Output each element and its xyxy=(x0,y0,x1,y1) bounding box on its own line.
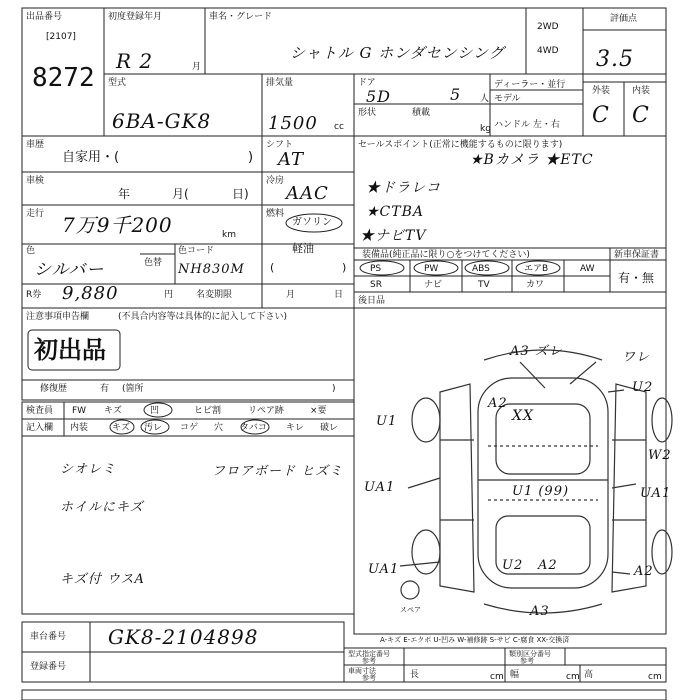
length-char: 長 xyxy=(410,670,420,680)
length-box-label: 車両寸法 xyxy=(348,667,376,675)
map-mark-2: ワレ xyxy=(622,350,651,365)
category-ref: 参考 xyxy=(520,657,534,665)
doors-label: ドア xyxy=(358,78,376,88)
insp-hole: 穴 xyxy=(214,423,224,433)
doors-value: 5D xyxy=(366,87,392,106)
usage-close: ) xyxy=(248,150,254,165)
selling-point-4: ★ナビTV xyxy=(360,228,427,244)
inspection-year: 年 xyxy=(118,187,131,201)
fuel-paren-close: ) xyxy=(342,261,347,274)
name-change-month: 月 xyxy=(286,290,296,300)
color-code-value: NH830M xyxy=(178,262,245,277)
map-mark-13: A2 xyxy=(538,558,558,573)
insp-fw: FW xyxy=(72,406,87,416)
warranty-value: 有・無 xyxy=(618,271,655,285)
mileage-unit: km xyxy=(222,230,236,240)
drive-4wd: 4WD xyxy=(537,46,559,56)
equip-sr: SR xyxy=(370,280,382,290)
displacement-label: 排気量 xyxy=(266,78,294,88)
fuel-gasoline: ガソリン xyxy=(292,217,332,228)
equipment-label: 装備品(純正品に限り○をつけてください) xyxy=(362,250,530,260)
repaint-label: 色替 xyxy=(144,258,163,268)
remark-4: キズ付 ウスA xyxy=(60,572,145,587)
mileage-label: 走行 xyxy=(26,209,45,219)
name-change-label: 名変期限 xyxy=(196,290,233,300)
interior-label: 内装 xyxy=(632,86,651,96)
later-equipment-label: 後日品 xyxy=(358,296,386,306)
drive-2wd: 2WD xyxy=(537,22,559,32)
type-label: 型式 xyxy=(108,78,127,88)
insp-stain: 汚レ xyxy=(144,423,163,433)
category-label: 類別区分番号 xyxy=(509,650,551,658)
color-value: シルバー xyxy=(34,260,105,280)
map-mark-3: U2 xyxy=(632,380,654,395)
length-box-ref: 参考 xyxy=(362,674,376,682)
remark-2: ホイルにキズ xyxy=(60,500,144,515)
interior-grade: C xyxy=(632,103,650,128)
map-mark-1: A3 ズレ xyxy=(510,344,563,359)
insp-scratch: キズ xyxy=(104,406,122,416)
map-mark-12: U2 xyxy=(502,558,524,573)
shape-label: 形状 xyxy=(358,108,377,118)
map-mark-9: U1 (99) xyxy=(512,484,570,499)
lot-no-label: 出品番号 xyxy=(26,12,63,22)
damage-legend: A-キズ E-エクボ U-凹み W-補修跡 S-サビ C-腐食 XX-交換済 xyxy=(380,636,570,644)
insp-repair: リペア跡 xyxy=(248,406,284,416)
equip-abs: ABS xyxy=(472,264,490,274)
equip-aw: AW xyxy=(580,264,595,274)
chassis-value: GK8-2104898 xyxy=(108,625,259,649)
dealer-label: ディーラー・並行 xyxy=(494,80,566,90)
first-reg-value: R 2 xyxy=(116,49,154,73)
repair-place: (箇所 xyxy=(122,384,144,394)
notes-value: 初出品 xyxy=(34,335,106,364)
grade-label: 評価点 xyxy=(610,14,638,24)
selling-point-3: ★CTBA xyxy=(366,204,424,220)
usage-label: 車歴 xyxy=(26,140,45,150)
equip-airbag: エアB xyxy=(524,264,549,274)
insp-dent: 凹 xyxy=(150,406,160,416)
seats-value: 5 xyxy=(450,85,462,104)
insp-tobacco: タバコ xyxy=(240,423,267,433)
map-mark-7: W2 xyxy=(648,448,672,463)
height-cm: cm xyxy=(648,672,662,682)
map-mark-10: UA1 xyxy=(640,486,672,501)
length-cm: cm xyxy=(490,672,504,682)
month-char: 月 xyxy=(192,62,202,72)
insp-crack: ヒビ割 xyxy=(194,406,222,416)
shift-label: シフト xyxy=(266,140,294,150)
width-char: 幅 xyxy=(510,670,520,680)
map-mark-5: XX xyxy=(512,408,534,424)
insp-int-scratch: キズ xyxy=(112,423,130,433)
name-change-day: 日 xyxy=(334,290,344,300)
designation-ref: 参考 xyxy=(362,657,376,665)
fuel-label: 燃料 xyxy=(266,209,285,219)
exterior-grade: C xyxy=(592,103,610,128)
model-year-label: モデル xyxy=(494,94,521,104)
inspector-label-2: 記入欄 xyxy=(26,423,54,433)
insp-interior: 内装 xyxy=(70,423,89,433)
equip-tv: TV xyxy=(478,280,490,290)
score: 3.5 xyxy=(596,47,634,72)
height-char: 高 xyxy=(584,670,594,680)
repair-label: 修復歴 xyxy=(40,384,68,394)
insp-burn: コゲ xyxy=(180,423,199,433)
repair-value: 有 xyxy=(100,384,110,394)
chassis-label: 車台番号 xyxy=(30,632,67,642)
repair-close: ) xyxy=(332,384,336,394)
map-mark-8: UA1 xyxy=(364,480,396,495)
width-cm: cm xyxy=(566,672,580,682)
mileage-value: 7万9千200 xyxy=(62,213,173,237)
map-mark-6: U1 xyxy=(376,414,398,429)
recycle-label: R券 xyxy=(26,290,42,300)
equip-pw: PW xyxy=(424,264,439,274)
inspector-label-1: 検査員 xyxy=(26,406,54,416)
first-reg-label: 初度登録年月 xyxy=(108,12,163,22)
notes-label: 注意事項申告欄 xyxy=(26,312,90,322)
remark-3: フロアボード ヒズミ xyxy=(212,464,344,479)
inspection-month: 月( xyxy=(172,187,189,201)
selling-point-1: ★Bカメラ ★ETC xyxy=(470,152,594,168)
color-label: 色 xyxy=(26,246,36,256)
insp-need: ×要 xyxy=(310,406,327,416)
equip-navi: ナビ xyxy=(424,280,443,290)
designation-label: 型式指定番号 xyxy=(348,650,390,658)
map-mark-15: A3 xyxy=(530,604,550,619)
load-label: 積載 xyxy=(412,108,431,118)
shift-value: AT xyxy=(278,149,305,170)
insp-tear: 破レ xyxy=(320,423,339,433)
handle-label: ハンドル 左・右 xyxy=(494,120,560,130)
selling-points-label: セールスポイント(正常に機能するものに限ります) xyxy=(358,140,563,150)
equip-leather: カワ xyxy=(526,280,545,290)
model-value: シャトル G ホンダセンシング xyxy=(290,44,505,62)
equip-ps: PS xyxy=(370,264,382,274)
map-mark-14: A2 xyxy=(634,564,654,579)
insp-cut: キレ xyxy=(286,423,304,433)
lot-sub: [2107] xyxy=(46,32,76,42)
recycle-yen: 円 xyxy=(164,290,174,300)
map-mark-4: A2 xyxy=(488,396,508,411)
fuel-paren-open: ( xyxy=(270,261,275,274)
ac-value: AAC xyxy=(286,183,329,204)
displacement-value: 1500 xyxy=(268,113,318,134)
registration-label: 登録番号 xyxy=(30,662,67,672)
persons: 人 xyxy=(480,94,490,104)
usage-value: 自家用・( xyxy=(62,150,120,165)
map-mark-11: UA1 xyxy=(368,562,400,577)
kg-unit: kg xyxy=(480,124,491,134)
lot-number: 8272 xyxy=(32,63,95,93)
color-code-label: 色コード xyxy=(178,246,215,256)
cc-unit: cc xyxy=(334,122,344,132)
fuel-light-oil: 軽油 xyxy=(292,242,314,255)
inspection-day: 日) xyxy=(232,187,249,201)
exterior-label: 外装 xyxy=(592,86,611,96)
recycle-value: 9,880 xyxy=(62,283,119,304)
ac-label: 冷房 xyxy=(266,176,285,186)
type-value: 6BA-GK8 xyxy=(112,109,212,133)
spare-label: スペア xyxy=(400,606,421,614)
selling-point-2: ★ドラレコ xyxy=(366,180,441,196)
remark-1: シオレミ xyxy=(60,462,117,477)
notes-sub: (不具合内容等は具体的に記入して下さい) xyxy=(118,312,288,322)
warranty-label: 新車保証書 xyxy=(614,250,660,260)
model-label: 車名・グレード xyxy=(209,12,273,22)
inspection-label: 車検 xyxy=(26,176,45,186)
